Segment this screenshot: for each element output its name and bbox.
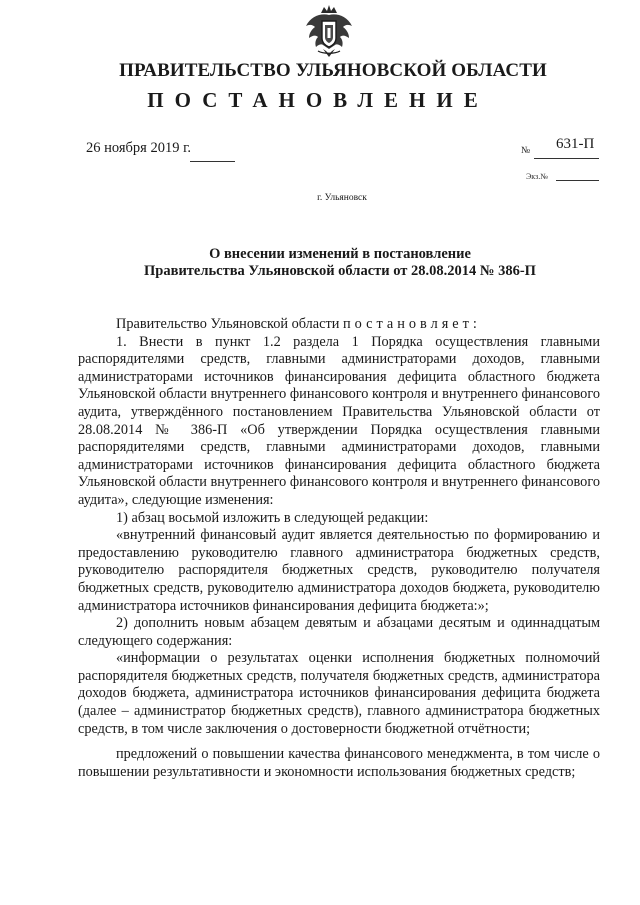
document-date: 26 ноября 2019 г. <box>86 140 192 156</box>
preamble-subject: Правительство Ульяновской области <box>116 316 340 332</box>
number-label: № <box>521 146 531 156</box>
number-underline <box>534 158 599 159</box>
paragraph-3: «внутренний финансовый аудит является деятельностью по формированию и предоставлению руководителю главного администратора бюджетных средств, руководителю распорядителя бюджетных средств, руководителю получателя бюджетных средств, руководителю администратора доходов бюджета, руководителю администратора источников финансирования дефицита бюджета:»; <box>78 527 600 614</box>
organization-heading: ПРАВИТЕЛЬСТВО УЛЬЯНОВСКОЙ ОБЛАСТИ <box>119 60 547 81</box>
paragraph-1: 1. Внести в пункт 1.2 раздела 1 Порядка осуществления главными распорядителями средств, главными администраторами доходов, главными администраторами источников финансирования дефицита областного бюджета Ульяновской области внутреннего финансового контроля и внутреннего финансового аудита, утверждённого постановлением Правительства Ульяновской области от 28.08.2014 № 386-П «Об утверждении Порядка осуществления главными распорядителями средств, главными администраторами доходов, главными администраторами источников финансирования дефицита областного бюджета Ульяновской области внутреннего финансового контроля и внутреннего финансового аудита», следующие изменения: <box>78 333 600 508</box>
paragraph-4: 2) дополнить новым абзацем девятым и абзацами десятым и одиннадцатым следующего содержания: <box>78 615 600 649</box>
coat-of-arms-icon <box>303 4 355 60</box>
title-line-2: Правительства Ульяновской области от 28.08.2014 № 386-П <box>144 263 536 279</box>
paragraph-6: предложений о повышении качества финансового менеджмента, в том числе о повышении результативности и экономности использования бюджетных средств; <box>78 746 600 780</box>
title-line-1: О внесении изменений в постановление <box>209 246 471 262</box>
paragraph-5: «информации о результатах оценки исполнения бюджетных полномочий распорядителя бюджетных средств, получателя бюджетных средств, администратора доходов бюджета, администратора источников финансирования дефицита бюджета (далее – администратор бюджетных средств), главного администратора бюджетных средств, в том числе заключения о достоверности бюджетной отчётности; <box>78 650 600 737</box>
city-line: г. Ульяновск <box>317 193 367 203</box>
preamble-verb: постановляет: <box>342 316 481 332</box>
paragraph-2: 1) абзац восьмой изложить в следующей редакции: <box>116 509 429 526</box>
preamble-paragraph <box>78 316 600 334</box>
document-number: 631-П <box>556 136 595 152</box>
document-kind-heading: ПОСТАНОВЛЕНИЕ <box>147 88 489 112</box>
document-body <box>78 316 600 781</box>
date-underline <box>190 161 235 162</box>
document-title <box>0 246 640 280</box>
copy-number-label: Экз.№ <box>526 172 548 181</box>
copy-number-underline <box>556 180 599 181</box>
